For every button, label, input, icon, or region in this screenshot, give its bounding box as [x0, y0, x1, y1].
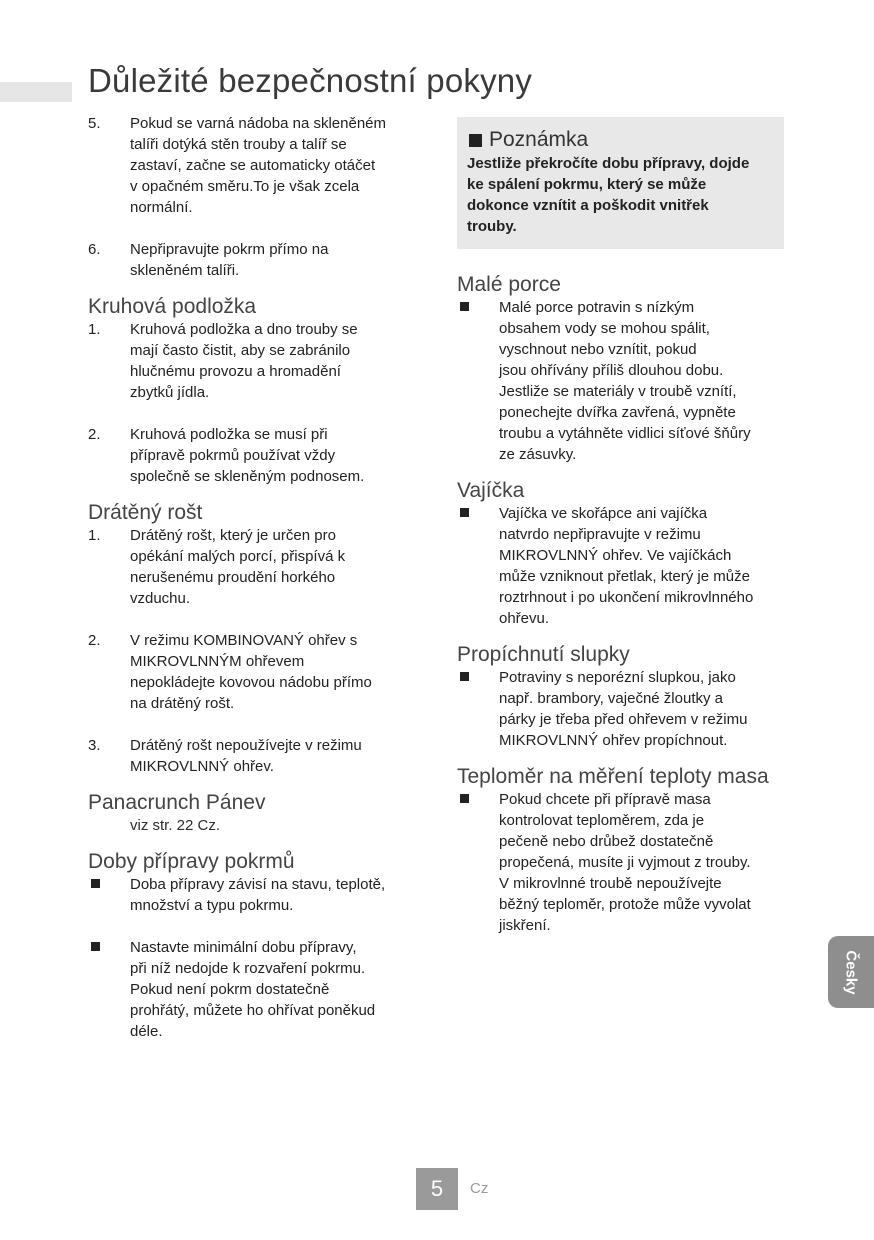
square-bullet-icon: [457, 503, 499, 629]
list-item: [457, 503, 787, 629]
square-bullet-icon: [88, 874, 130, 916]
item-number: 2.: [88, 426, 101, 443]
item-number: 1.: [88, 527, 101, 544]
item-number: 1.: [88, 321, 101, 338]
panacrunch-reference: viz str. 22 Cz.: [130, 817, 221, 834]
list-item: [88, 525, 418, 609]
section-heading-male: Malé porce: [457, 273, 561, 296]
list-item: [88, 319, 418, 403]
list-item: [88, 630, 418, 714]
item-number: 5.: [88, 115, 101, 132]
item-text: Drátěný rošt nepoužívejte v režimu MIKROVLNNÝ ohřev.: [130, 737, 362, 775]
item-text: Malé porce potravin s nízkým obsahem vody se mohou spálit, vyschnout nebo vznítit, pokud jsou ohřívány příliš dlouhou dobu. Jestliže se materiály v troubě vznítí, ponechejte dvířka zavřená, vypněte troubu a vytáhněte vidlici síťové šňůry ze zásuvky.: [499, 299, 751, 463]
list-item: [457, 789, 787, 936]
section-heading-dratny: Drátěný rošt: [88, 501, 203, 524]
note-text: Jestliže překročíte dobu přípravy, dojde ke spálení pokrmu, který se může dokonce vznítit a poškodit vnitřek trouby.: [467, 155, 750, 235]
item-number: 6.: [88, 241, 101, 258]
square-bullet-icon: [457, 297, 499, 465]
square-bullet-icon: [88, 937, 130, 1042]
section-heading-kruhova: Kruhová podložka: [88, 295, 257, 318]
item-text: Kruhová podložka a dno trouby se mají často čistit, aby se zabránilo hlučnému provozu a hromadění zbytků jídla.: [130, 321, 358, 401]
item-text: Pokud se varná nádoba na skleněném talíři dotýká stěn trouby a talíř se zastaví, začne se automaticky otáčet v opačném směru.To je však zcela normální.: [130, 115, 387, 216]
list-item: [457, 297, 787, 465]
item-number: 2.: [88, 632, 101, 649]
item-number: 3.: [88, 737, 101, 754]
item-text: Nepřipravujte pokrm přímo na skleněném talíři.: [130, 241, 329, 279]
item-text: Drátěný rošt, který je určen pro opékání malých porcí, přispívá k nerušenému proudění horkého vzduchu.: [130, 527, 346, 607]
square-bullet-icon: [457, 789, 499, 936]
section-heading-vajicka: Vajíčka: [457, 479, 525, 502]
item-text: Kruhová podložka se musí při přípravě pokrmů používat vždy společně se skleněným podnosem.: [130, 426, 365, 485]
header-accent-bar: [0, 82, 72, 102]
section-heading-panacrunch: Panacrunch Pánev: [88, 791, 266, 814]
section-heading-propichnuti: Propíchnutí slupky: [457, 643, 630, 666]
item-text: V režimu KOMBINOVANÝ ohřev s MIKROVLNNÝM ohřevem nepokládejte kovovou nádobu přímo na drátěný rošt.: [130, 632, 372, 712]
note-box: [457, 117, 784, 249]
item-text: Doba přípravy závisí na stavu, teplotě, množství a typu pokrmu.: [130, 876, 386, 914]
item-text: Pokud chcete při přípravě masa kontrolovat teploměrem, zda je pečeně nebo drůbež dostatečně propečená, musíte ji vyjmout z trouby. V mikrovlnné troubě nepoužívejte běžný teploměr, protože může vyvolat jiskření.: [499, 791, 751, 934]
list-item: [88, 874, 418, 916]
list-item: [88, 735, 418, 777]
left-column: [88, 113, 418, 1042]
square-bullet-icon: [457, 667, 499, 751]
page-title: Důležité bezpečnostní pokyny: [88, 62, 533, 99]
note-title-text: Poznámka: [489, 128, 589, 151]
list-item: [88, 113, 418, 218]
list-item: [88, 424, 418, 487]
list-item: [457, 667, 787, 751]
list-item: [88, 937, 418, 1042]
square-bullet-icon: [469, 134, 482, 147]
right-column: [457, 117, 787, 936]
item-text: Nastavte minimální dobu přípravy, při níž nedojde k rozvaření pokrmu. Pokud není pokrm dostatečně prohřátý, můžete ho ohřívat poněkud déle.: [130, 939, 376, 1040]
item-text: Vajíčka ve skořápce ani vajíčka natvrdo nepřipravujte v režimu MIKROVLNNÝ ohřev. Ve vajíčkách může vzniknout přetlak, který je může roztrhnout i po ukončení mikrovlnného ohřevu.: [499, 505, 754, 627]
section-heading-teplomer: Teploměr na měření teploty masa: [457, 765, 769, 788]
page-number: 5: [416, 1168, 458, 1210]
note-title: [467, 127, 774, 153]
item-text: Potraviny s neporézní slupkou, jako např. brambory, vaječné žloutky a párky je třeba před ohřevem v režimu MIKROVLNNÝ ohřev propíchnout.: [499, 669, 748, 749]
language-side-tab: [828, 936, 874, 1008]
language-tab-label: Česky: [842, 949, 860, 995]
section-heading-doby: Doby přípravy pokrmů: [88, 850, 295, 873]
language-code: Cz: [470, 1180, 489, 1197]
list-item: [88, 239, 418, 281]
